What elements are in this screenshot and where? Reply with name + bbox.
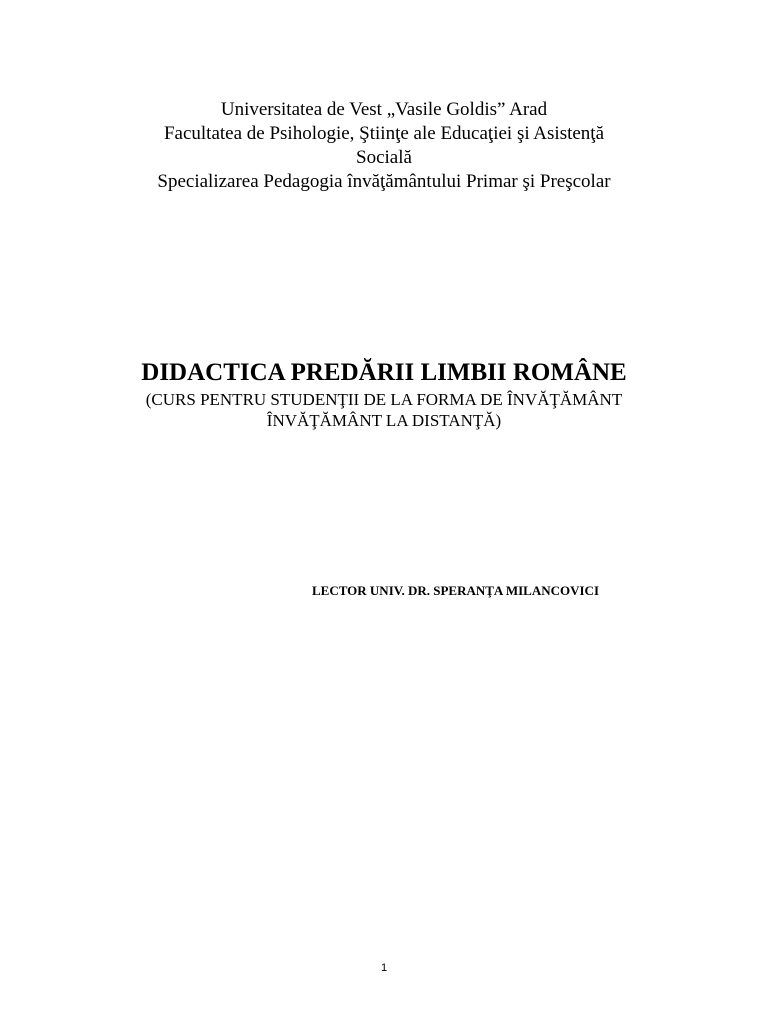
course-subtitle-line-2: ÎNVĂŢĂMÂNT LA DISTANŢĂ) xyxy=(266,411,502,430)
specialization-name: Specializarea Pedagogia învăţământului Primar şi Preşcolar xyxy=(157,171,611,192)
course-subtitle-line-1: (CURS PENTRU STUDENŢII DE LA FORMA DE ÎNVĂŢĂMÂNT xyxy=(145,390,623,409)
university-name: Universitatea de Vest „Vasile Goldis” Arad xyxy=(220,99,548,120)
page-number: 1 xyxy=(380,962,388,974)
institution-header xyxy=(60,98,708,194)
course-title: DIDACTICA PREDĂRII LIMBII ROMÂNE xyxy=(141,359,627,386)
course-title-block xyxy=(60,357,708,431)
faculty-name: Facultatea de Psihologie, Ştiinţe ale Educaţiei şi Asistenţă xyxy=(163,123,605,144)
author-name: LECTOR UNIV. DR. SPERANŢA MILANCOVICI xyxy=(312,583,600,598)
faculty-name-continued: Socială xyxy=(356,147,412,168)
